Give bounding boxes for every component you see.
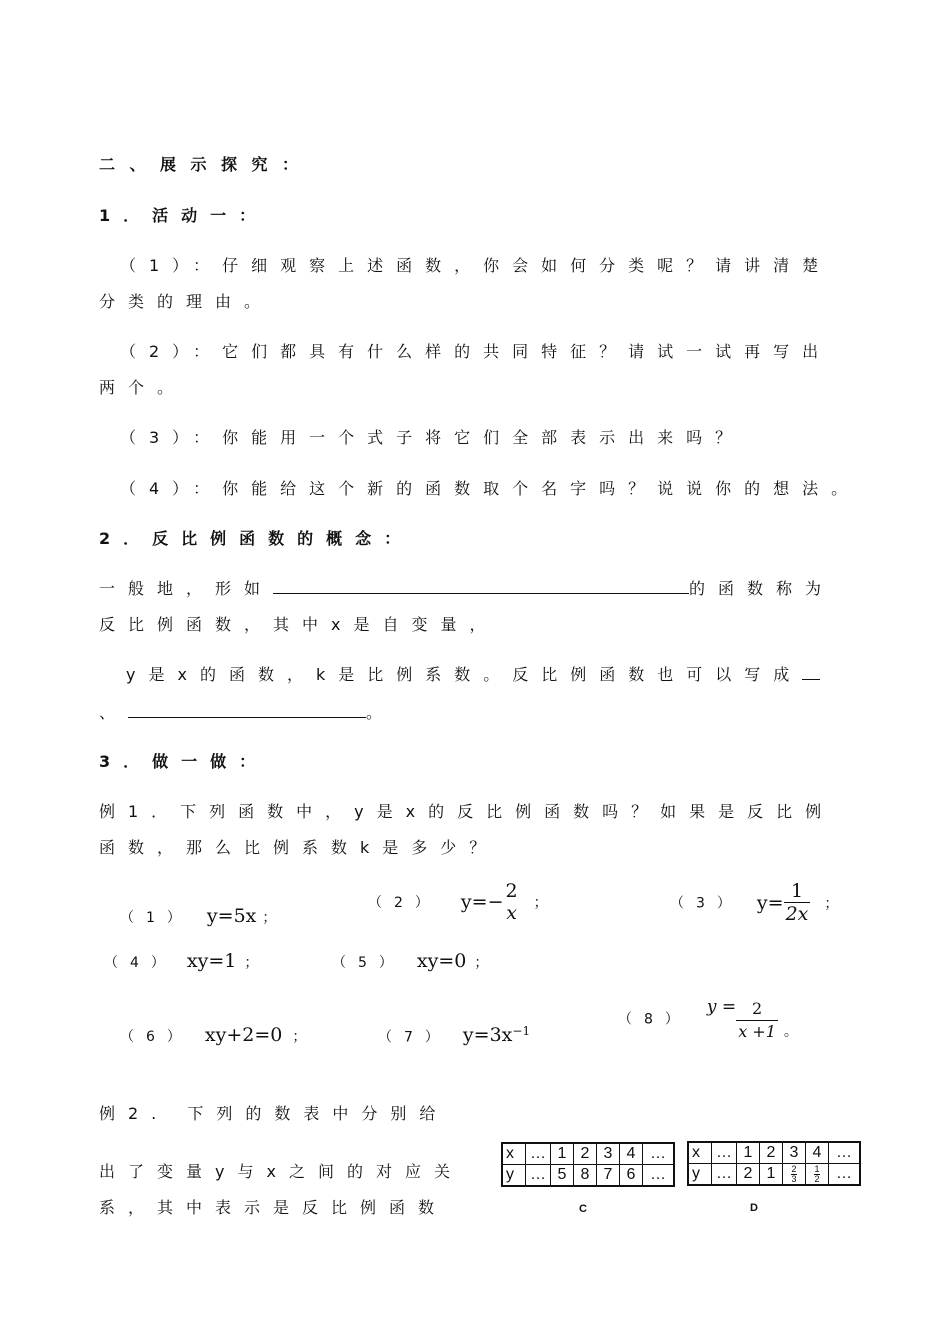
table-cell: 1: [551, 1143, 574, 1165]
table-cell: …: [712, 1164, 737, 1186]
example1-line1: 例1．下列函数中，y是x的反比例函数吗？如果是反比例: [99, 802, 835, 821]
table-cell: 2: [760, 1142, 783, 1164]
concept-line3: [126, 662, 820, 685]
item-2-end: ；: [533, 895, 548, 911]
section-title: 二、展示探究：: [99, 155, 313, 174]
y-fraction-one-half: [814, 1165, 819, 1184]
item-5: [332, 950, 488, 972]
table-c-grid: [501, 1142, 675, 1187]
table-cell: …: [643, 1143, 675, 1165]
table-cell: 1: [760, 1164, 783, 1186]
table-d-grid: [687, 1141, 861, 1186]
frac-denominator: 3: [791, 1173, 797, 1184]
table-cell: [783, 1164, 806, 1186]
item-3-fraction: [784, 880, 811, 925]
item-2-label: （2）: [368, 895, 441, 911]
y-fraction-two-thirds: [791, 1165, 796, 1184]
table-cell: 1: [737, 1142, 760, 1164]
table-cell: 4: [620, 1143, 643, 1165]
table-cell: [806, 1164, 829, 1186]
item-1-label: （1）: [120, 910, 193, 926]
question-1-line1: （1）：仔细观察上述函数，你会如何分类呢？请讲清楚: [120, 256, 832, 275]
table-c: [501, 1142, 675, 1187]
alt-form-blank-2[interactable]: [128, 716, 366, 718]
table-d-row-x: [688, 1142, 860, 1164]
concept-line4: [99, 700, 382, 723]
item-2: [368, 880, 548, 924]
item-7-expr: y=3x: [462, 1024, 513, 1047]
concept-line1: [99, 576, 834, 599]
item-7: [378, 1024, 530, 1046]
table-cell: 3: [783, 1142, 806, 1164]
question-2-line2: 两个。: [99, 378, 187, 397]
table-d-row-y: [688, 1164, 860, 1186]
item-8-fraction: [736, 998, 778, 1043]
example2-line1: 例2. 下列的数表中分别给: [99, 1104, 449, 1123]
concept-line2: 反比例函数，其中x是自变量，: [99, 615, 499, 634]
item-7-exponent: −1: [512, 1024, 531, 1038]
example1-line2: 函数，那么比例系数k是多少？: [99, 838, 499, 857]
item-3-end: ；: [824, 895, 839, 912]
table-cell: x: [688, 1142, 712, 1164]
item-7-label: （7）: [378, 1029, 451, 1046]
concept-line3-text: y是x的函数，k是比例系数。反比例函数也可以写成: [126, 665, 803, 684]
item-3-lhs: y=: [756, 891, 784, 914]
table-cell: 2: [574, 1143, 597, 1165]
table-cell: 5: [551, 1165, 574, 1187]
frac-denominator: 2: [814, 1173, 820, 1184]
concept-line1-suffix: 的函数称为: [689, 579, 835, 598]
item-1: [120, 905, 276, 927]
table-cell: …: [526, 1143, 551, 1165]
item-2-numerator: 2: [505, 880, 518, 902]
frac-numerator: 2: [791, 1163, 797, 1174]
concept-line4-prefix: 、: [99, 703, 129, 722]
item-4-label: （4）: [104, 955, 177, 971]
formula-blank[interactable]: [273, 592, 689, 594]
item-5-label: （5）: [332, 955, 405, 971]
item-8-label: （8）: [618, 1011, 691, 1028]
item-6: [120, 1024, 306, 1046]
frac-numerator: 1: [814, 1163, 820, 1174]
item-8: [618, 996, 798, 1041]
concept-heading: 2．反比例函数的概念：: [99, 529, 414, 548]
item-8-end: 。: [783, 1023, 798, 1040]
table-cell: …: [526, 1165, 551, 1187]
table-cell: 2: [737, 1164, 760, 1186]
item-4-end: ；: [244, 955, 259, 971]
table-cell: 3: [597, 1143, 620, 1165]
table-c-row-x: [502, 1143, 674, 1165]
item-6-end: ；: [292, 1029, 307, 1045]
item-8-denominator: x +1: [738, 1022, 776, 1041]
item-6-label: （6）: [120, 1029, 193, 1045]
question-3: （3）：你能用一个式子将它们全部表示出来吗？: [120, 428, 745, 447]
table-c-row-y: [502, 1165, 674, 1187]
table-cell: 4: [806, 1142, 829, 1164]
item-3-numerator: 1: [790, 880, 804, 902]
table-cell: …: [712, 1142, 737, 1164]
item-2-denominator: x: [506, 902, 517, 924]
table-cell: …: [829, 1164, 861, 1186]
table-cell: …: [829, 1142, 861, 1164]
concept-line4-suffix: 。: [366, 703, 383, 722]
item-3: [670, 880, 838, 925]
concept-line1-prefix: 一般地，形如: [99, 579, 274, 598]
item-3-denominator: 2x: [785, 903, 809, 925]
item-3-label: （3）: [670, 895, 743, 912]
table-cell: 8: [574, 1165, 597, 1187]
question-2-line1: （2）：它们都具有什么样的共同特征？请试一试再写出: [120, 342, 832, 361]
table-cell: …: [643, 1165, 675, 1187]
table-cell: 6: [620, 1165, 643, 1187]
activity1-heading: 1．活动一：: [99, 206, 269, 225]
table-cell: 7: [597, 1165, 620, 1187]
table-cell: y: [688, 1164, 712, 1186]
question-4: （4）：你能给这个新的函数取个名字吗？说说你的想法。: [120, 479, 861, 498]
item-2-lhs: y=−: [460, 891, 504, 913]
example2-line2: 出了变量y与x之间的对应关: [99, 1162, 463, 1181]
item-1-expr: y=5x: [206, 905, 257, 927]
question-1-line2: 分类的理由。: [99, 292, 274, 311]
alt-form-blank-1[interactable]: [802, 678, 820, 680]
item-4-expr: xy=1: [186, 950, 237, 972]
table-c-caption: C: [579, 1203, 587, 1215]
item-5-expr: xy=0: [416, 950, 467, 972]
example2-line3: 系，其中表示是反比例函数: [99, 1198, 448, 1217]
table-cell: y: [502, 1165, 526, 1187]
item-8-lhs: y =: [706, 996, 737, 1017]
item-2-fraction: [504, 880, 520, 924]
item-4: [104, 950, 258, 972]
item-6-expr: xy+2=0: [204, 1024, 283, 1046]
table-d-caption: D: [750, 1202, 758, 1214]
item-1-end: ；: [262, 910, 277, 926]
item-8-numerator: 2: [751, 999, 763, 1018]
table-d: [687, 1141, 861, 1186]
table-cell: x: [502, 1143, 526, 1165]
item-5-end: ；: [474, 955, 489, 971]
practice-heading: 3．做一做：: [99, 752, 269, 771]
